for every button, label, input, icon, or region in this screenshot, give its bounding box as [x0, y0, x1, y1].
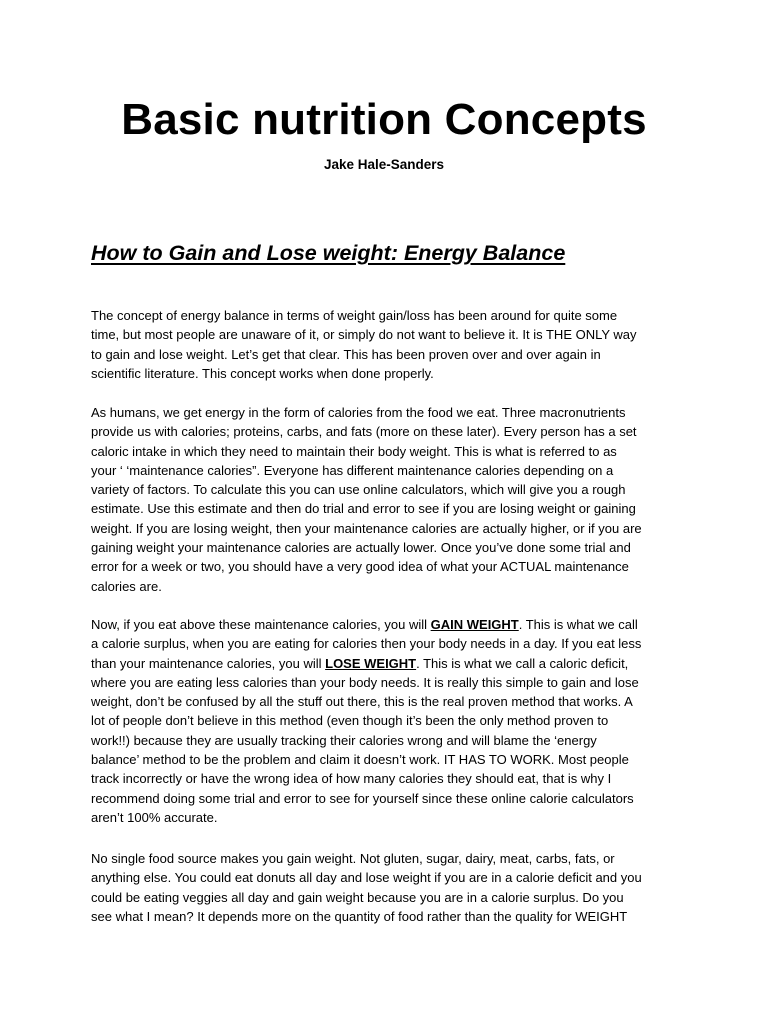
- document-title: Basic nutrition Concepts: [121, 95, 647, 144]
- text-line: recommend doing some trial and error to see for yourself since these online calorie calculators: [91, 790, 634, 806]
- text-line: balance’ method to be the problem and claim it doesn’t work. IT HAS TO WORK. Most people: [91, 752, 629, 768]
- text-line: aren’t 100% accurate.: [91, 809, 218, 825]
- text-line: scientific literature. This concept works when done properly.: [91, 365, 434, 381]
- text-line: variety of factors. To calculate this you can use online calculators, which will give you a rough: [91, 482, 626, 498]
- text-line: estimate. Use this estimate and then do trial and error to see if you are losing weight or gaining: [91, 501, 636, 517]
- text-line: calories are.: [91, 578, 162, 594]
- text-segment: . This is what we call a caloric deficit,: [416, 655, 629, 671]
- section-heading: How to Gain and Lose weight: Energy Balance: [91, 241, 566, 265]
- text-line: The concept of energy balance in terms of weight gain/loss has been around for quite some: [91, 308, 618, 323]
- text-line: to gain and lose weight. Let’s get that clear. This has been proven over and over again in: [91, 346, 601, 362]
- paragraph-maintenance-calories: [91, 403, 691, 596]
- gain-weight-emphasis: GAIN WEIGHT: [430, 617, 519, 632]
- text-line: anything else. You could eat donuts all day and lose weight if you are in a calorie deficit and you: [91, 870, 642, 886]
- text-line: work!!) because they are usually tracking their calories wrong and will blame the ‘energy: [91, 732, 597, 748]
- text-line: caloric intake in which they need to maintain their body weight. This is what is referred to as: [91, 443, 617, 459]
- text-segment: Now, if you eat above these maintenance calories, you will: [91, 617, 431, 632]
- text-line: could be eating veggies all day and gain weight because you are in a calorie surplus. Do you: [91, 889, 624, 905]
- text-segment: . This is what we call: [518, 617, 638, 632]
- paragraph-food-sources: [91, 849, 691, 926]
- text-line: weight. If you are losing weight, then your maintenance calories are actually higher, or if you are: [91, 520, 642, 536]
- text-line: As humans, we get energy in the form of calories from the food we eat. Three macronutrients: [91, 405, 626, 420]
- paragraph-surplus-deficit: [91, 615, 691, 827]
- text-line: error for a week or two, you should have a very good idea of what your ACTUAL maintenance: [91, 559, 629, 575]
- text-line: No single food source makes you gain weight. Not gluten, sugar, dairy, meat, carbs, fats, or: [91, 851, 615, 866]
- text-line: weight, don’t be confused by all the stuff out there, this is the real proven method that works. A: [91, 694, 633, 710]
- text-line: time, but most people are unaware of it, or simply do not want to believe it. It is THE ONLY way: [91, 327, 637, 343]
- text-line: a calorie surplus, when you are eating for calories then your body needs in a day. If you eat less: [91, 636, 642, 652]
- text-line: track incorrectly or have the wrong idea of how many calories they should eat, that is why I: [91, 771, 612, 787]
- text-line: gaining weight your maintenance calories are actually lower. Once you’ve done some trial and: [91, 540, 631, 556]
- text-line: provide us with calories; proteins, carbs, and fats (more on these later). Every person has a set: [91, 424, 637, 440]
- text-line: [91, 615, 691, 634]
- text-line: see what I mean? It depends more on the quantity of food rather than the quality for WEIGHT: [91, 908, 628, 924]
- lose-weight-emphasis: LOSE WEIGHT: [325, 655, 417, 671]
- paragraph-energy-balance-intro: [91, 306, 691, 383]
- text-line: [91, 654, 691, 673]
- author-name: Jake Hale-Sanders: [323, 157, 445, 172]
- text-line: lot of people don’t believe in this method (even though it’s been the only method proven to: [91, 713, 609, 729]
- text-line: where you are eating less calories than your body needs. It is really this simple to gain and lose: [91, 674, 639, 690]
- text-segment: than your maintenance calories, you will: [91, 655, 326, 671]
- text-line: your ‘ ‘maintenance calories”. Everyone has different maintenance calories depending on a: [91, 462, 614, 478]
